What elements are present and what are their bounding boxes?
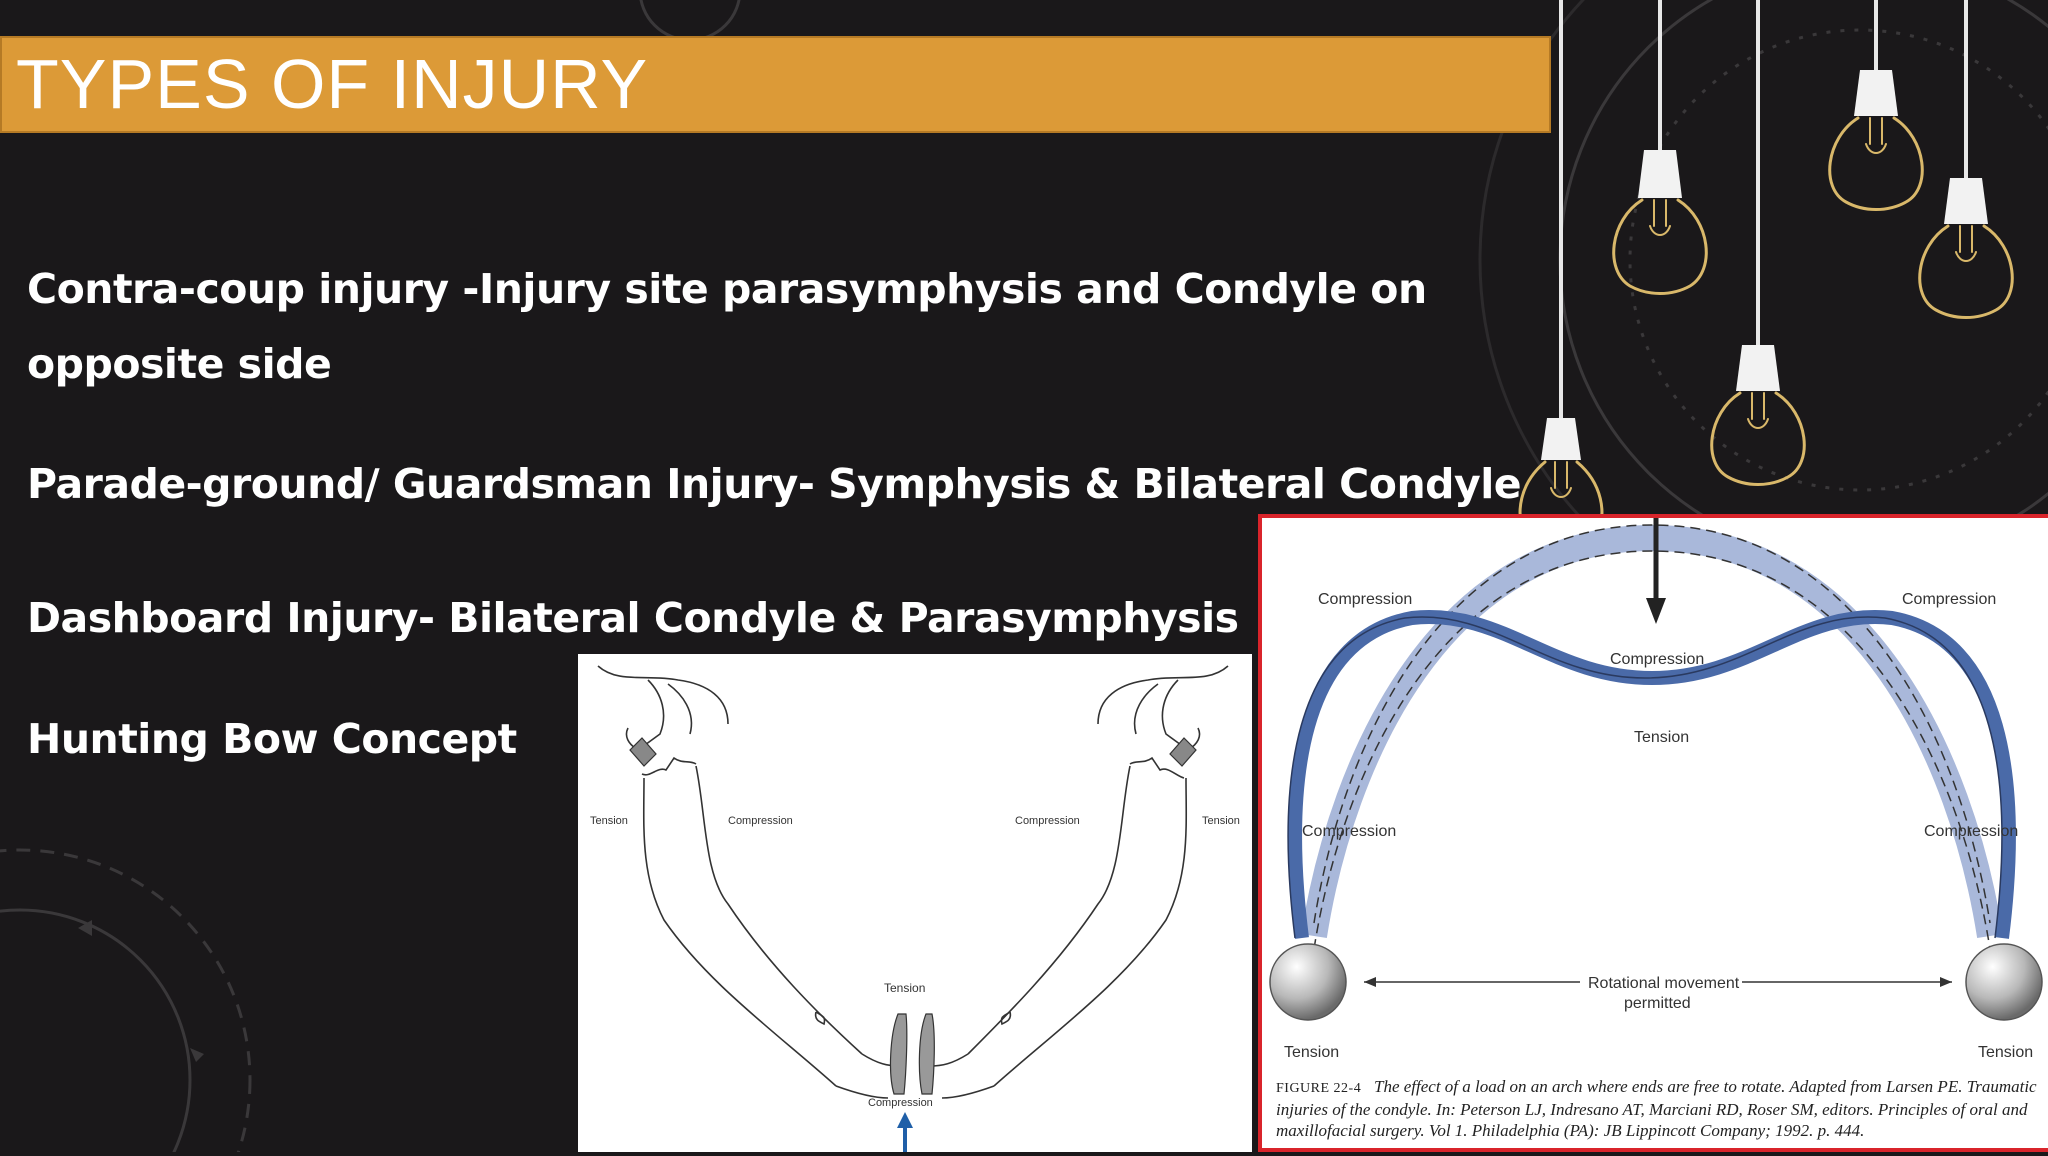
label-compression-right: Compression xyxy=(1015,815,1080,827)
caption-text: The effect of a load on an arch where ends are free to rotate. Adapted from Larsen PE. Traumatic injuries of the condyle. In: Peterson LJ, Indresano AT, Marciani RD, Roser SM, editors. Principles of oral and maxillofacial surgery. Vol 1. Philadelphia (PA): JB Lippincott Company; 1992. p. 444. xyxy=(1276,1077,2037,1140)
bulb-icon xyxy=(1614,150,1707,294)
figure-caption xyxy=(1276,1076,2046,1141)
bulb-icon xyxy=(1920,178,2013,318)
title-bar xyxy=(0,36,1551,133)
label-compression-left: Compression xyxy=(728,815,793,827)
bullet-contra-coup: Contra-coup injury -Injury site parasymphysis and Condyle on opposite side xyxy=(27,265,1427,388)
label-rotation-line2: permitted xyxy=(1624,995,1691,1012)
label-compression-mid-left: Compression xyxy=(1302,823,1397,840)
label-tension-left: Tension xyxy=(590,815,628,827)
arch-diagram xyxy=(1258,514,2048,1152)
caption-figure-number: FIGURE 22-4 xyxy=(1276,1081,1362,1096)
bulb-icon xyxy=(1712,345,1805,485)
label-rotation-line1: Rotational movement xyxy=(1588,975,1740,992)
bullet-hunting-bow: Hunting Bow Concept xyxy=(27,715,517,763)
bullet-dashboard: Dashboard Injury- Bilateral Condyle & Parasymphysis xyxy=(27,594,1239,642)
label-compression-mid-right: Compression xyxy=(1924,823,2019,840)
right-sphere xyxy=(1966,944,2042,1020)
left-sphere xyxy=(1270,944,1346,1020)
label-compression-top-left: Compression xyxy=(1318,591,1413,608)
label-compression-bottom: Compression xyxy=(868,1097,933,1109)
label-compression-top-right: Compression xyxy=(1902,591,1997,608)
light-bulbs xyxy=(1520,0,2012,538)
label-compression-center: Compression xyxy=(1610,651,1705,668)
mandible-diagram xyxy=(578,654,1252,1152)
bullet-parade-ground: Parade-ground/ Guardsman Injury- Symphysis & Bilateral Condyle xyxy=(27,460,1522,508)
bulb-icon xyxy=(1830,70,1923,210)
label-tension-right: Tension xyxy=(1202,815,1240,827)
label-tension-center: Tension xyxy=(884,981,926,995)
label-tension-bottom-left: Tension xyxy=(1284,1044,1340,1061)
label-tension-bottom-right: Tension xyxy=(1978,1044,2034,1061)
label-tension-center: Tension xyxy=(1634,729,1690,746)
slide-title: TYPES OF INJURY xyxy=(16,45,649,123)
